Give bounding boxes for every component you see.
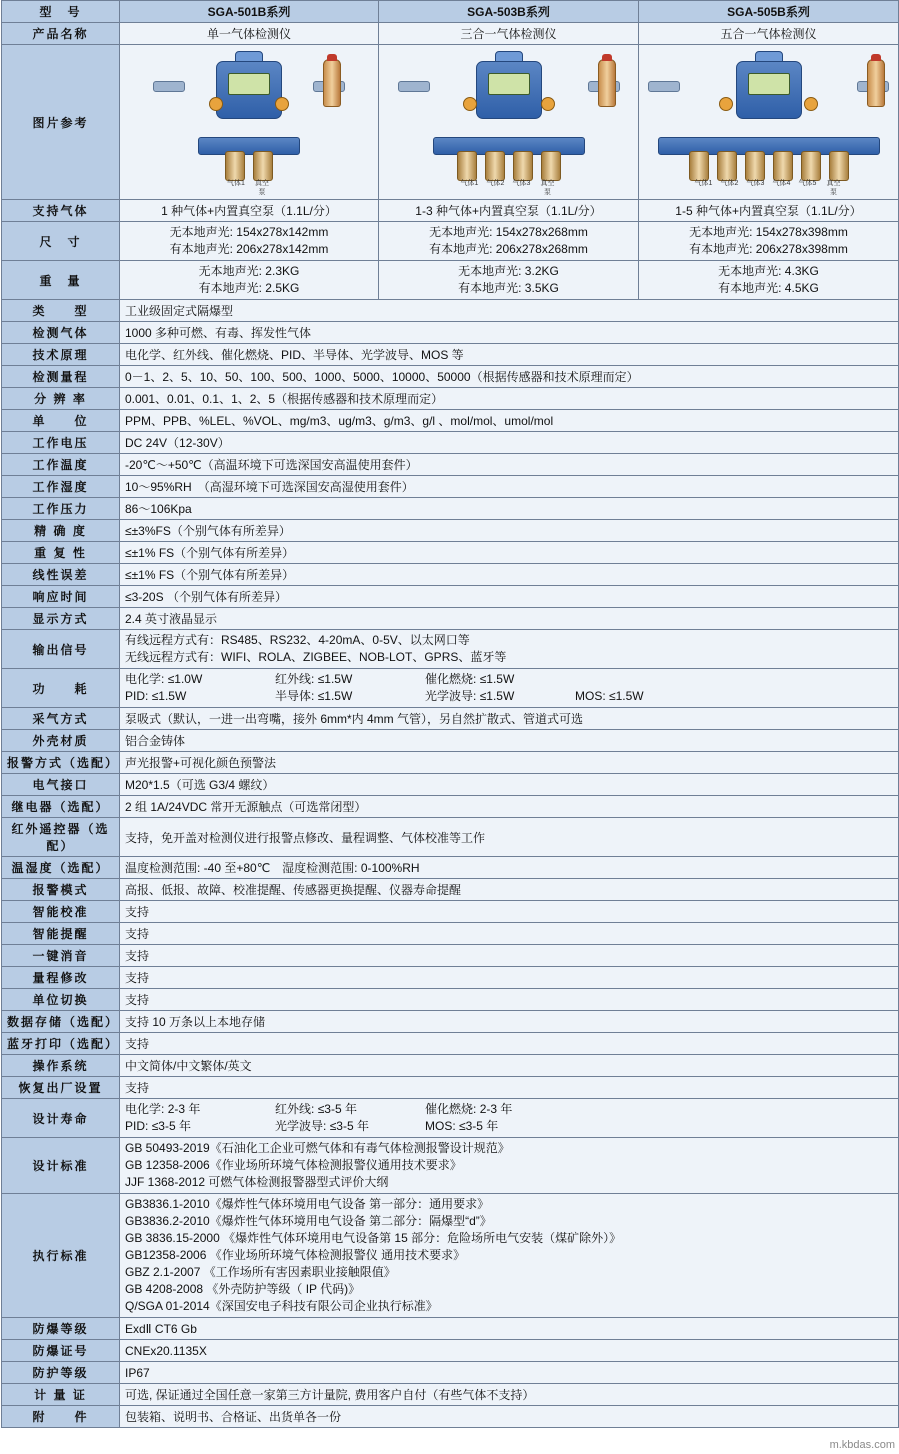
size-1 — [120, 222, 379, 261]
row-label: 操作系统 — [2, 1055, 120, 1077]
row-label: 计 量 证 — [2, 1384, 120, 1406]
row-value: ≤±1% FS（个别气体有所差异） — [120, 542, 899, 564]
power-infrared: 红外线: ≤1.5W — [275, 672, 353, 686]
design-standard-line: GB 50493-2019《石油化工企业可燃气体和有毒气体检测报警设计规范》 — [125, 1141, 510, 1155]
design-standard-line: JJF 1368-2012 可燃气体检测报警器型式评价大纲 — [125, 1175, 389, 1189]
row-label: 报警模式 — [2, 879, 120, 901]
table-row-accuracy — [2, 520, 899, 542]
table-row-range-modify — [2, 967, 899, 989]
port-icon — [253, 151, 273, 181]
row-label: 智能提醒 — [2, 923, 120, 945]
row-label: 附 件 — [2, 1406, 120, 1428]
row-label: 类 型 — [2, 300, 120, 322]
table-row-alarm-mode — [2, 879, 899, 901]
port-icon — [689, 151, 709, 181]
table-row-factory-reset — [2, 1077, 899, 1099]
product-name-3: 五合一气体检测仪 — [639, 23, 899, 45]
port-icon — [773, 151, 793, 181]
row-value: CNEx20.1135X — [120, 1340, 899, 1362]
row-label: 一键消音 — [2, 945, 120, 967]
weight-with-sound: 有本地声光: 3.5KG — [458, 281, 559, 295]
table-row-data-storage — [2, 1011, 899, 1033]
row-label-model: 型 号 — [2, 1, 120, 23]
detector-screen-icon — [748, 73, 790, 95]
row-value: 86～106Kpa — [120, 498, 899, 520]
table-row-linearity — [2, 564, 899, 586]
weight-no-sound: 无本地声光: 2.3KG — [198, 264, 300, 278]
table-row-ex-level — [2, 1318, 899, 1340]
row-value: 铝合金铸体 — [120, 730, 899, 752]
power-optical: 光学波导: ≤1.5W — [425, 689, 515, 703]
row-value: 支持 — [120, 989, 899, 1011]
table-row-response-time — [2, 586, 899, 608]
table-row-model — [2, 1, 899, 23]
knob-left-icon — [209, 97, 223, 111]
table-row-product-name — [2, 23, 899, 45]
size-with-sound: 有本地声光: 206x278x398mm — [689, 242, 848, 256]
row-label: 技术原理 — [2, 344, 120, 366]
row-value: DC 24V（12-30V） — [120, 432, 899, 454]
lifespan-electrochem: 电化学: 2-3 年 — [125, 1102, 201, 1116]
knob-left-icon — [463, 97, 477, 111]
weight-3 — [639, 261, 899, 300]
table-row-support-gas — [2, 200, 899, 222]
size-2 — [379, 222, 639, 261]
row-label-size: 尺 寸 — [2, 222, 120, 261]
support-gas-3: 1-5 种气体+内置真空泵（1.1L/分） — [639, 200, 899, 222]
port-label: 真空泵 — [540, 180, 555, 196]
port-icon — [225, 151, 245, 181]
row-label: 防护等级 — [2, 1362, 120, 1384]
row-value: 支持 — [120, 923, 899, 945]
row-label-design-standard: 设计标准 — [2, 1138, 120, 1194]
size-3 — [639, 222, 899, 261]
table-row-output-signal — [2, 630, 899, 669]
table-row-relay — [2, 796, 899, 818]
table-row-resolution — [2, 388, 899, 410]
row-label: 分 辨 率 — [2, 388, 120, 410]
row-label: 外壳材质 — [2, 730, 120, 752]
table-row-work-temp — [2, 454, 899, 476]
power-pid: PID: ≤1.5W — [125, 689, 187, 703]
port-icon — [541, 151, 561, 181]
row-label-image-ref: 图片参考 — [2, 45, 120, 200]
row-value: 0.001、0.01、0.1、1、2、5（根据传感器和技术原理而定） — [120, 388, 899, 410]
model-503b: SGA-503B系列 — [379, 1, 639, 23]
table-row-smart-calibration — [2, 901, 899, 923]
table-row-ex-cert — [2, 1340, 899, 1362]
size-no-sound: 无本地声光: 154x278x268mm — [429, 225, 588, 239]
table-row-ir-remote — [2, 818, 899, 857]
row-label: 单 位 — [2, 410, 120, 432]
row-value: 1000 多种可燃、有毒、挥发性气体 — [120, 322, 899, 344]
table-row-power — [2, 669, 899, 708]
exec-standard-line: GBZ 2.1-2007 《工作场所有害因素职业接触限值》 — [125, 1265, 396, 1279]
row-value-design-standard — [120, 1138, 899, 1194]
arm-left-icon — [153, 81, 185, 92]
row-value: 支持 10 万条以上本地存储 — [120, 1011, 899, 1033]
arm-left-icon — [398, 81, 430, 92]
row-value: 泵吸式（默认，一进一出弯嘴，接外 6mm*内 4mm 气管），另自然扩散式、管道式可选 — [120, 708, 899, 730]
table-row-unit-switch — [2, 989, 899, 1011]
exec-standard-line: GB 4208-2008 《外壳防护等级（ IP 代码)》 — [125, 1282, 361, 1296]
exec-standard-line: GB3836.1-2010《爆炸性气体环境用电气设备 第一部分：通用要求》 — [125, 1197, 490, 1211]
table-row-alarm-type — [2, 752, 899, 774]
port-label: 气体2 — [720, 180, 739, 187]
knob-left-icon — [719, 97, 733, 111]
exec-standard-line: GB12358-2006 《作业场所环境气体检测报警仪 通用技术要求》 — [125, 1248, 466, 1262]
lifespan-catalytic: 催化燃烧: 2-3 年 — [425, 1102, 513, 1116]
row-value-power — [120, 669, 899, 708]
row-label: 显示方式 — [2, 608, 120, 630]
port-icon — [513, 151, 533, 181]
exec-standard-line: GB 3836.15-2000 《爆炸性气体环境用电气设备第 15 部分：危险场所电气安装（煤矿除外）》 — [125, 1231, 622, 1245]
port-icon — [801, 151, 821, 181]
row-label: 蓝牙打印（选配） — [2, 1033, 120, 1055]
port-group — [457, 151, 561, 181]
port-label: 气体4 — [772, 180, 791, 187]
weight-1 — [120, 261, 379, 300]
row-value: 支持，免开盖对检测仪进行报警点修改、量程调整、气体校准等工作 — [120, 818, 899, 857]
table-row-detect-gas — [2, 322, 899, 344]
table-row-ip-level — [2, 1362, 899, 1384]
row-label-product-name: 产品名称 — [2, 23, 120, 45]
row-value: ExdⅡ CT6 Gb — [120, 1318, 899, 1340]
power-electrochem: 电化学: ≤1.0W — [125, 672, 203, 686]
lifespan-infrared: 红外线: ≤3-5 年 — [275, 1102, 357, 1116]
port-label: 气体1 — [460, 180, 479, 187]
device-image-505b — [639, 45, 899, 200]
row-value: 工业级固定式隔爆型 — [120, 300, 899, 322]
row-value: 温度检测范围: -40 至+80℃ 湿度检测范围: 0-100%RH — [120, 857, 899, 879]
exec-standard-line: Q/SGA 01-2014《深国安电子科技有限公司企业执行标准》 — [125, 1299, 438, 1313]
row-label: 采气方式 — [2, 708, 120, 730]
port-label: 气体3 — [746, 180, 765, 187]
row-label: 工作压力 — [2, 498, 120, 520]
support-gas-1: 1 种气体+内置真空泵（1.1L/分） — [120, 200, 379, 222]
model-505b: SGA-505B系列 — [639, 1, 899, 23]
row-label: 电气接口 — [2, 774, 120, 796]
design-standard-line: GB 12358-2006《作业场所环境气体检测报警仪通用技术要求》 — [125, 1158, 462, 1172]
row-label: 数据存储（选配） — [2, 1011, 120, 1033]
lifespan-pid: PID: ≤3-5 年 — [125, 1119, 191, 1133]
row-label: 检测量程 — [2, 366, 120, 388]
exec-standard-line: GB3836.2-2010《爆炸性气体环境用电气设备 第二部分：隔爆型“d”》 — [125, 1214, 492, 1228]
row-label: 继电器（选配） — [2, 796, 120, 818]
row-value: 支持 — [120, 901, 899, 923]
port-label: 气体1 — [227, 180, 245, 187]
table-row-smart-reminder — [2, 923, 899, 945]
table-row-repeatability — [2, 542, 899, 564]
device-image-501b — [120, 45, 379, 200]
row-label: 工作温度 — [2, 454, 120, 476]
port-icon — [485, 151, 505, 181]
row-label: 红外遥控器（选配） — [2, 818, 120, 857]
row-label-exec-standard: 执行标准 — [2, 1194, 120, 1318]
table-row-unit — [2, 410, 899, 432]
table-row-type — [2, 300, 899, 322]
weight-with-sound: 有本地声光: 4.5KG — [718, 281, 819, 295]
row-label-output-signal: 输出信号 — [2, 630, 120, 669]
table-row-range — [2, 366, 899, 388]
port-icon — [457, 151, 477, 181]
row-value-lifespan — [120, 1099, 899, 1138]
port-labels — [461, 179, 557, 197]
row-label: 量程修改 — [2, 967, 120, 989]
table-row-principle — [2, 344, 899, 366]
port-group — [689, 151, 849, 181]
detector-screen-icon — [488, 73, 530, 95]
table-row-shell-material — [2, 730, 899, 752]
gas-cylinder-icon — [867, 59, 885, 107]
port-label: 气体3 — [512, 180, 531, 187]
row-label: 防爆等级 — [2, 1318, 120, 1340]
size-no-sound: 无本地声光: 154x278x142mm — [169, 225, 329, 239]
table-row-work-pressure — [2, 498, 899, 520]
port-label: 气体1 — [694, 180, 713, 187]
weight-no-sound: 无本地声光: 3.2KG — [458, 264, 559, 278]
table-row-one-key-mute — [2, 945, 899, 967]
port-label: 真空泵 — [255, 180, 269, 196]
knob-right-icon — [541, 97, 555, 111]
port-icon — [829, 151, 849, 181]
lifespan-optical: 光学波导: ≤3-5 年 — [275, 1119, 369, 1133]
support-gas-2: 1-3 种气体+内置真空泵（1.1L/分） — [379, 200, 639, 222]
row-value: ≤3-20S （个别气体有所差异） — [120, 586, 899, 608]
lifespan-line-1 — [125, 1101, 893, 1118]
row-value: 可选, 保证通过全国任意一家第三方计量院, 费用客户自付（有些气体不支持） — [120, 1384, 899, 1406]
table-row-lifespan — [2, 1099, 899, 1138]
port-icon — [745, 151, 765, 181]
port-labels — [695, 179, 843, 197]
table-row-temp-humidity — [2, 857, 899, 879]
product-name-2: 三合一气体检测仪 — [379, 23, 639, 45]
table-row-display — [2, 608, 899, 630]
output-wired: 有线远程方式有：RS485、RS232、4-20mA、0-5V、以太网口等 — [125, 633, 470, 647]
table-row-electrical-port — [2, 774, 899, 796]
row-label: 温湿度（选配） — [2, 857, 120, 879]
table-row-design-standard — [2, 1138, 899, 1194]
output-wireless: 无线远程方式有：WIFI、ROLA、ZIGBEE、NOB-LOT、GPRS、蓝牙等 — [125, 650, 507, 664]
gas-cylinder-icon — [323, 59, 341, 107]
row-value: IP67 — [120, 1362, 899, 1384]
power-line-2 — [125, 688, 893, 705]
row-label: 工作湿度 — [2, 476, 120, 498]
row-label: 重 复 性 — [2, 542, 120, 564]
row-label: 恢复出厂设置 — [2, 1077, 120, 1099]
row-value: ≤±1% FS（个别气体有所差异） — [120, 564, 899, 586]
row-value: 中文简体/中文繁体/英文 — [120, 1055, 899, 1077]
table-row-bluetooth-print — [2, 1033, 899, 1055]
table-row-work-humidity — [2, 476, 899, 498]
spec-table — [1, 0, 899, 1428]
row-value: 电化学、红外线、催化燃烧、PID、半导体、光学波导、MOS 等 — [120, 344, 899, 366]
product-name-1: 单一气体检测仪 — [120, 23, 379, 45]
row-label-power: 功 耗 — [2, 669, 120, 708]
row-label: 响应时间 — [2, 586, 120, 608]
row-value-output-signal — [120, 630, 899, 669]
lifespan-line-2 — [125, 1118, 893, 1135]
row-label: 工作电压 — [2, 432, 120, 454]
power-catalytic: 催化燃烧: ≤1.5W — [425, 672, 515, 686]
row-label-support-gas: 支持气体 — [2, 200, 120, 222]
table-row-metrology-cert — [2, 1384, 899, 1406]
row-value: 支持 — [120, 945, 899, 967]
row-label: 单位切换 — [2, 989, 120, 1011]
row-label: 报警方式（选配） — [2, 752, 120, 774]
row-label: 精 确 度 — [2, 520, 120, 542]
port-labels — [227, 179, 271, 197]
table-row-accessories — [2, 1406, 899, 1428]
power-semiconductor: 半导体: ≤1.5W — [275, 689, 353, 703]
port-label: 气体5 — [798, 180, 817, 187]
row-value: 支持 — [120, 1077, 899, 1099]
row-value: 高报、低报、故障、校准提醒、传感器更换提醒、仪器寿命提醒 — [120, 879, 899, 901]
row-value: ≤±3%FS（个别气体有所差异） — [120, 520, 899, 542]
knob-right-icon — [275, 97, 289, 111]
table-row-exec-standard — [2, 1194, 899, 1318]
port-group — [225, 151, 273, 181]
table-row-weight — [2, 261, 899, 300]
row-value: PPM、PPB、%LEL、%VOL、mg/m3、ug/m3、g/m3、g/l 、mol/mol、umol/mol — [120, 410, 899, 432]
row-value: 0－1、2、5、10、50、100、500、1000、5000、10000、50000（根据传感器和技术原理而定） — [120, 366, 899, 388]
port-label: 气体2 — [486, 180, 505, 187]
row-label: 智能校准 — [2, 901, 120, 923]
table-row-sampling — [2, 708, 899, 730]
port-icon — [717, 151, 737, 181]
model-501b: SGA-501B系列 — [120, 1, 379, 23]
row-value: M20*1.5（可选 G3/4 螺纹） — [120, 774, 899, 796]
weight-2 — [379, 261, 639, 300]
detector-screen-icon — [228, 73, 270, 95]
row-value: 包装箱、说明书、合格证、出货单各一份 — [120, 1406, 899, 1428]
row-label: 线性误差 — [2, 564, 120, 586]
table-row-size — [2, 222, 899, 261]
row-value: 2 组 1A/24VDC 常开无源触点（可选常闭型） — [120, 796, 899, 818]
row-label: 检测气体 — [2, 322, 120, 344]
watermark: m.kbdas.com — [829, 1439, 895, 1451]
size-with-sound: 有本地声光: 206x278x142mm — [169, 242, 329, 256]
row-label-weight: 重 量 — [2, 261, 120, 300]
arm-left-icon — [648, 81, 680, 92]
device-image-503b — [379, 45, 639, 200]
weight-no-sound: 无本地声光: 4.3KG — [718, 264, 819, 278]
row-value-exec-standard — [120, 1194, 899, 1318]
weight-with-sound: 有本地声光: 2.5KG — [198, 281, 300, 295]
power-line-1 — [125, 671, 893, 688]
row-label: 防爆证号 — [2, 1340, 120, 1362]
lifespan-mos: MOS: ≤3-5 年 — [425, 1119, 499, 1133]
size-no-sound: 无本地声光: 154x278x398mm — [689, 225, 848, 239]
knob-right-icon — [804, 97, 818, 111]
size-with-sound: 有本地声光: 206x278x268mm — [429, 242, 588, 256]
table-row-image-ref — [2, 45, 899, 200]
row-value: 10～95%RH （高湿环境下可选深国安高湿使用套件） — [120, 476, 899, 498]
table-row-os — [2, 1055, 899, 1077]
row-value: 支持 — [120, 1033, 899, 1055]
row-label-lifespan: 设计寿命 — [2, 1099, 120, 1138]
port-label: 真空泵 — [826, 180, 841, 196]
row-value: -20℃～+50℃（高温环境下可选深国安高温使用套件） — [120, 454, 899, 476]
gas-cylinder-icon — [598, 59, 616, 107]
row-value: 声光报警+可视化颜色预警法 — [120, 752, 899, 774]
row-value: 2.4 英寸液晶显示 — [120, 608, 899, 630]
power-mos: MOS: ≤1.5W — [575, 689, 644, 703]
table-row-voltage — [2, 432, 899, 454]
row-value: 支持 — [120, 967, 899, 989]
